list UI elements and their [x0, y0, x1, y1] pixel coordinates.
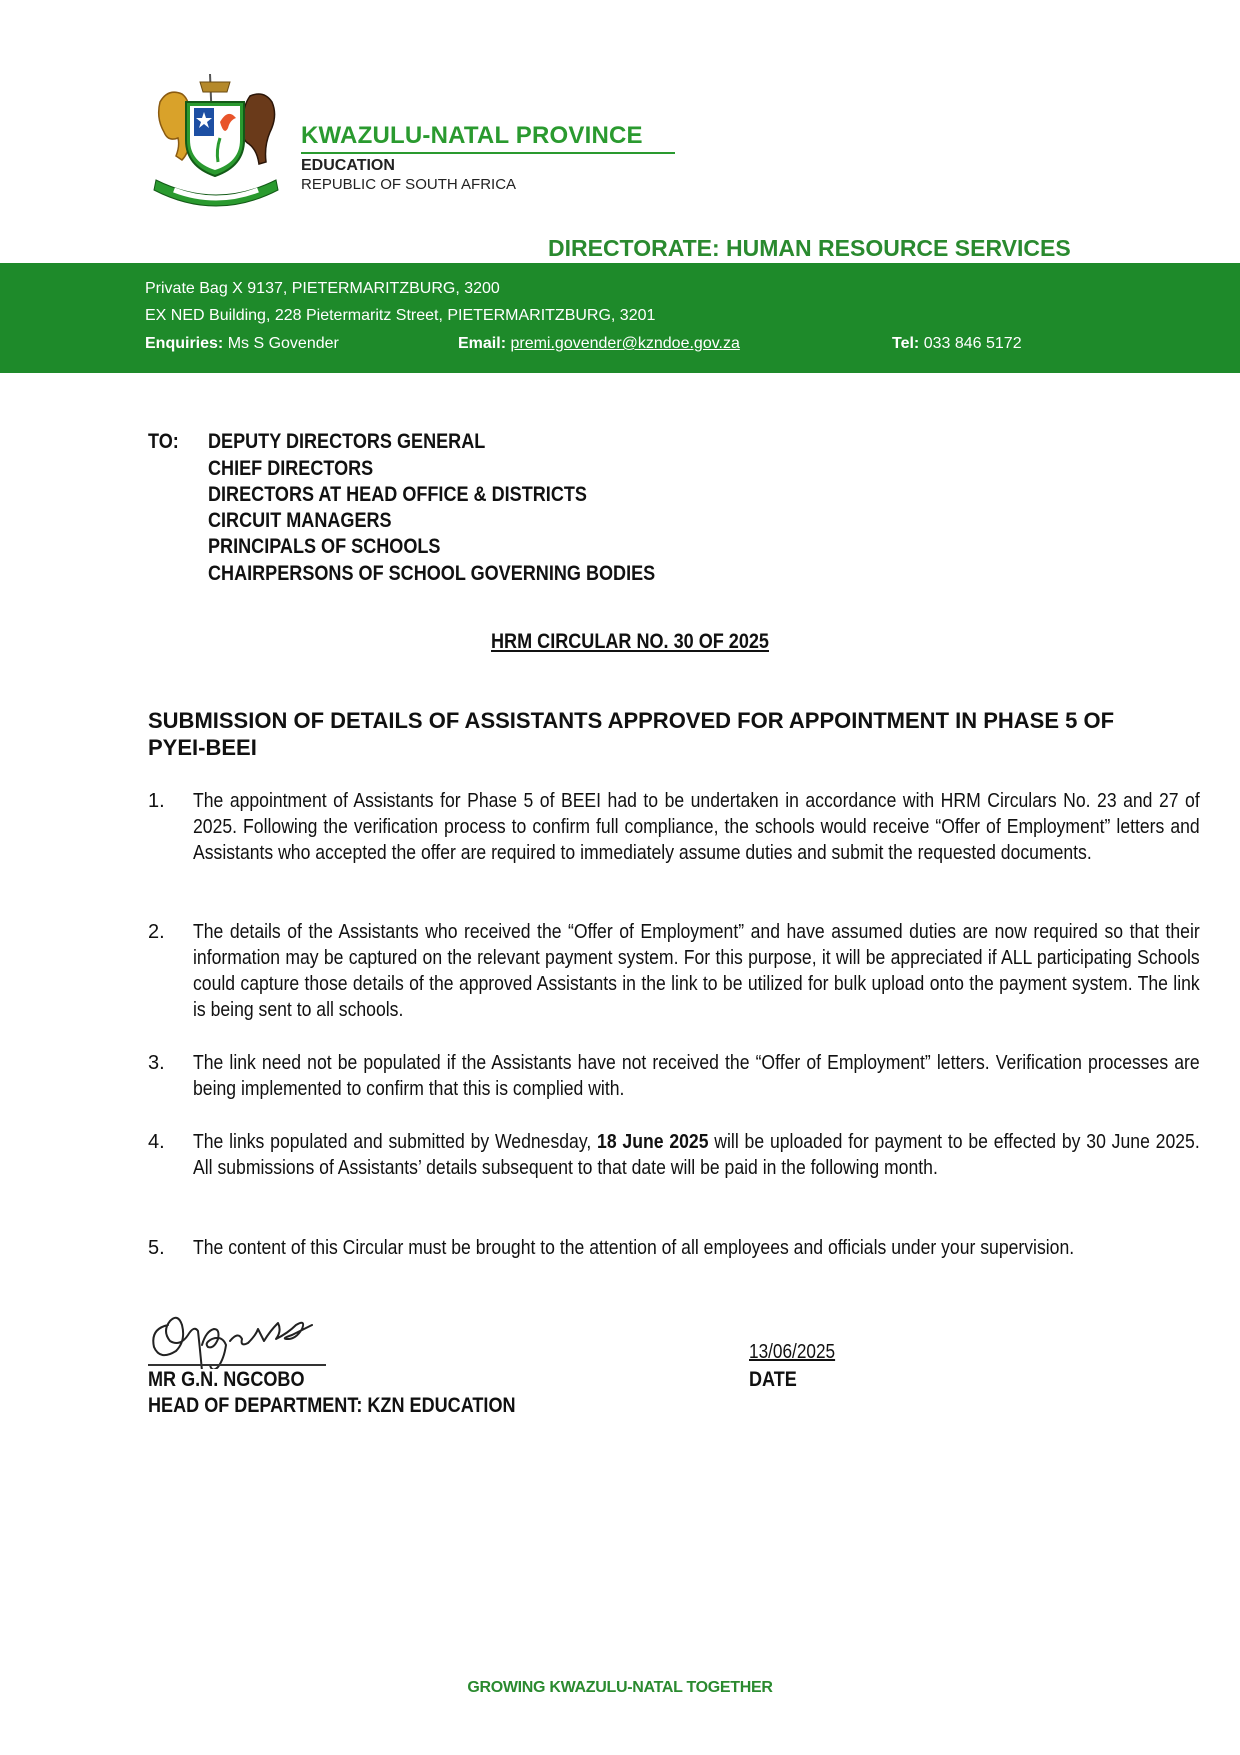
- circular-number: HRM CIRCULAR NO. 30 OF 2025: [491, 630, 769, 653]
- date-label: DATE: [749, 1368, 797, 1391]
- postal-address: Private Bag X 9137, PIETERMARITZBURG, 3200: [145, 280, 500, 297]
- contact-band: [0, 263, 1240, 373]
- addressee-item: PRINCIPALS OF SCHOOLS: [208, 535, 441, 558]
- paragraph-4: [148, 1129, 1236, 1211]
- republic-name: REPUBLIC OF SOUTH AFRICA: [301, 176, 517, 193]
- signature-line: [148, 1364, 326, 1366]
- footer-slogan: GROWING KWAZULU-NATAL TOGETHER: [467, 1679, 773, 1696]
- paragraph-text: The details of the Assistants who received the “Offer of Employment” and have assumed duties are now required so that their information may be captured on the relevant payment system. For this purpose, it will be appreciated if ALL participating Schools could capture those details of the approved Assistants in the link to be utilized for bulk upload onto the payment system. The link is being sent to all schools.: [193, 921, 1200, 1021]
- telephone-value: 033 846 5172: [923, 335, 1022, 352]
- paragraph-number: 3.: [148, 1052, 165, 1074]
- signer-name: MR G.N. NGCOBO: [148, 1368, 305, 1391]
- paragraph-number: 4.: [148, 1131, 165, 1153]
- date-value: 13/06/2025: [749, 1341, 836, 1363]
- paragraph-text: [193, 1129, 1200, 1181]
- signer-title: HEAD OF DEPARTMENT: KZN EDUCATION: [148, 1394, 516, 1417]
- email-line: [458, 335, 740, 353]
- paragraph-text-end: will be uploaded for payment to be effected by 30 June 2025. All submissions of Assistants’ details subsequent to that date will be paid in the following month.: [193, 1131, 1200, 1179]
- addressee-item: CHAIRPERSONS OF SCHOOL GOVERNING BODIES: [208, 562, 656, 585]
- deadline-date: 18 June 2025: [597, 1131, 709, 1153]
- email-link[interactable]: premi.govender@kzndoe.gov.za: [510, 335, 740, 352]
- addressee-item: CHIEF DIRECTORS: [208, 457, 374, 480]
- province-underline: [301, 152, 675, 154]
- paragraph-number: 1.: [148, 790, 165, 812]
- paragraph-text-start: The links populated and submitted by Wednesday,: [193, 1131, 598, 1153]
- to-label: TO:: [148, 430, 179, 453]
- directorate-title: DIRECTORATE: HUMAN RESOURCE SERVICES: [548, 235, 1071, 261]
- paragraph-2: [148, 919, 1236, 1029]
- enquiries-line: [145, 335, 339, 353]
- addressee-item: DIRECTORS AT HEAD OFFICE & DISTRICTS: [208, 483, 587, 506]
- paragraph-5: [148, 1235, 1236, 1265]
- enquiries-value: Ms S Govender: [227, 335, 339, 352]
- paragraph-1: [148, 788, 1236, 898]
- email-label: Email:: [458, 335, 507, 352]
- telephone-label: Tel:: [892, 335, 920, 352]
- enquiries-label: Enquiries:: [145, 335, 224, 352]
- addressee-item: CIRCUIT MANAGERS: [208, 509, 392, 532]
- paragraph-text: The appointment of Assistants for Phase 5 of BEEI had to be undertaken in accordance with HRM Circulars No. 23 and 27 of 2025. Following the verification process to confirm full compliance, the schools would receive “Offer of Employment” letters and Assistants who accepted the offer are required to immediately assume duties and submit the requested documents.: [193, 790, 1200, 864]
- handwritten-signature-icon: [146, 1305, 336, 1369]
- department-name: EDUCATION: [301, 157, 395, 174]
- paragraph-number: 2.: [148, 921, 165, 943]
- paragraph-text: The link need not be populated if the Assistants have not received the “Offer of Employment” letters. Verification processes are being implemented to confirm that this is complied with.: [193, 1052, 1200, 1100]
- paragraph-3: [148, 1050, 1236, 1106]
- telephone-line: [892, 335, 1022, 353]
- street-address: EX NED Building, 228 Pietermaritz Street, PIETERMARITZBURG, 3201: [145, 307, 656, 324]
- circular-subject: SUBMISSION OF DETAILS OF ASSISTANTS APPROVED FOR APPOINTMENT IN PHASE 5 OF PYEI-BEEI: [148, 708, 1115, 760]
- paragraph-number: 5.: [148, 1237, 165, 1259]
- province-name: KWAZULU-NATAL PROVINCE: [301, 122, 643, 149]
- coat-of-arms-icon: [150, 72, 282, 208]
- paragraph-text: The content of this Circular must be brought to the attention of all employees and officials under your supervision.: [193, 1237, 1075, 1259]
- addressee-item: DEPUTY DIRECTORS GENERAL: [208, 430, 486, 453]
